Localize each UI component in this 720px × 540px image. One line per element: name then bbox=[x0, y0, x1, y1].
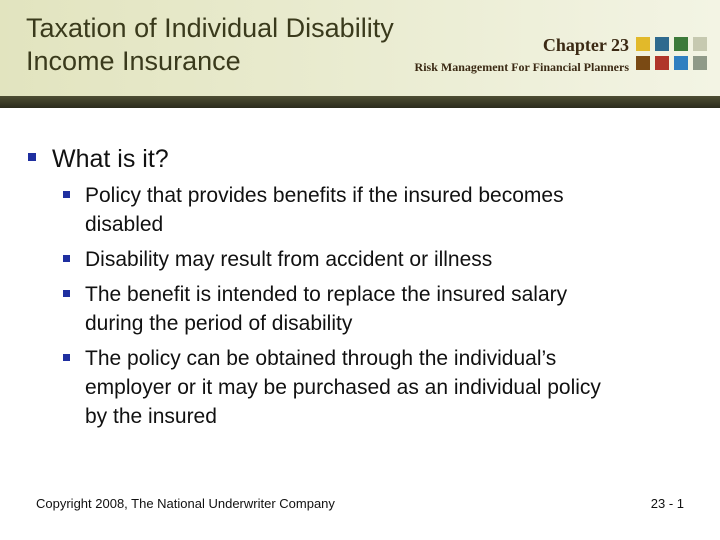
swatch-bottom-1 bbox=[636, 56, 650, 70]
slide-body bbox=[28, 143, 698, 431]
square-bullet-icon bbox=[28, 153, 36, 161]
copyright-footer: Copyright 2008, The National Underwriter Company bbox=[36, 496, 335, 511]
sub-bullet-line: Disability may result from accident or illness bbox=[85, 248, 493, 271]
title-line-2: Income Insurance bbox=[26, 46, 241, 76]
sub-bullet-item bbox=[85, 181, 698, 239]
sub-bullet-item bbox=[85, 245, 698, 274]
title-line-1: Taxation of Individual Disability bbox=[26, 13, 394, 43]
sub-bullet-line: employer or it may be purchased as an individual policy bbox=[85, 376, 601, 399]
header-divider-band bbox=[0, 96, 720, 108]
swatch-top-4 bbox=[693, 37, 707, 51]
page-number: 23 - 1 bbox=[650, 496, 684, 511]
main-bullet-text: What is it? bbox=[52, 145, 169, 173]
sub-bullet-line: disabled bbox=[85, 213, 164, 236]
sub-bullet-line: by the insured bbox=[85, 405, 217, 428]
swatch-top-2 bbox=[655, 37, 669, 51]
slide-title bbox=[26, 12, 426, 78]
square-bullet-icon bbox=[63, 255, 70, 262]
swatch-top-1 bbox=[636, 37, 650, 51]
sub-bullet-line: Policy that provides benefits if the insured becomes bbox=[85, 184, 564, 207]
sub-bullet-item bbox=[85, 280, 698, 338]
square-bullet-icon bbox=[63, 191, 70, 198]
sub-bullet-line: The policy can be obtained through the individual’s bbox=[85, 347, 557, 370]
main-bullet-item bbox=[28, 143, 698, 175]
sub-bullet-line: The benefit is intended to replace the insured salary bbox=[85, 283, 568, 306]
sub-bullet-line: during the period of disability bbox=[85, 312, 353, 335]
sub-bullet-item bbox=[85, 344, 698, 431]
swatch-bottom-3 bbox=[674, 56, 688, 70]
square-bullet-icon bbox=[63, 290, 70, 297]
chapter-label: Chapter 23 bbox=[542, 35, 629, 55]
square-bullet-icon bbox=[63, 354, 70, 361]
book-subtitle: Risk Management For Financial Planners bbox=[414, 60, 629, 74]
swatch-bottom-4 bbox=[693, 56, 707, 70]
swatch-bottom-2 bbox=[655, 56, 669, 70]
swatch-top-3 bbox=[674, 37, 688, 51]
